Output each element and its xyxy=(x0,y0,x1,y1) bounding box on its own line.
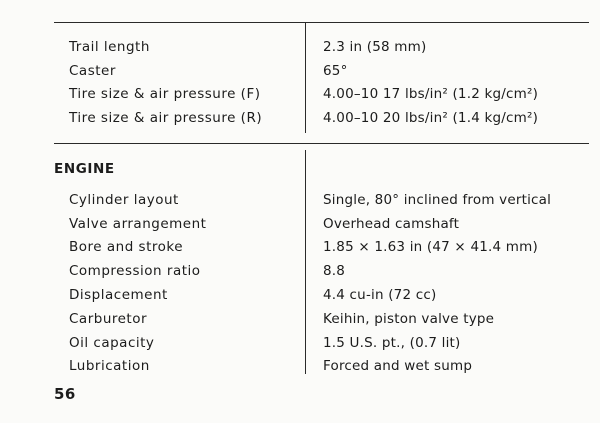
spec-value: 8.8 xyxy=(323,263,346,279)
page-number: 56 xyxy=(54,385,76,403)
spec-row-lubrication xyxy=(0,354,600,378)
spec-label: Carburetor xyxy=(69,311,148,327)
spec-value: 1.85 × 1.63 in (47 × 41.4 mm) xyxy=(323,239,538,255)
spec-row-tire-rear xyxy=(0,106,600,130)
spec-row-trail-length xyxy=(0,35,600,59)
section-divider-rule xyxy=(54,143,589,144)
spec-value: 2.3 in (58 mm) xyxy=(323,39,427,55)
spec-label: Tire size & air pressure (R) xyxy=(69,110,263,126)
spec-label: Valve arrangement xyxy=(69,216,207,232)
spec-label: Compression ratio xyxy=(69,263,201,279)
spec-value: Overhead camshaft xyxy=(323,216,460,232)
spec-label: Caster xyxy=(69,63,116,79)
spec-value: 1.5 U.S. pt., (0.7 lit) xyxy=(323,335,461,351)
spec-value: Forced and wet sump xyxy=(323,358,473,374)
spec-label: Lubrication xyxy=(69,358,150,374)
spec-row-valve-arrangement xyxy=(0,212,600,236)
spec-value: 4.00–10 17 lbs/in² (1.2 kg/cm²) xyxy=(323,86,539,102)
spec-value: Keihin, piston valve type xyxy=(323,311,495,327)
spec-row-compression-ratio xyxy=(0,259,600,283)
spec-row-displacement xyxy=(0,283,600,307)
spec-row-caster xyxy=(0,59,600,83)
section-heading-engine: ENGINE xyxy=(54,161,115,177)
spec-label: Tire size & air pressure (F) xyxy=(69,86,261,102)
spec-label: Cylinder layout xyxy=(69,192,179,208)
spec-label: Bore and stroke xyxy=(69,239,184,255)
spec-row-oil-capacity xyxy=(0,331,600,355)
spec-label: Oil capacity xyxy=(69,335,155,351)
spec-row-tire-front xyxy=(0,82,600,106)
spec-label: Trail length xyxy=(69,39,150,55)
top-rule xyxy=(54,22,589,23)
spec-row-carburetor xyxy=(0,307,600,331)
spec-value: 4.4 cu-in (72 cc) xyxy=(323,287,437,303)
spec-value: Single, 80° inclined from vertical xyxy=(323,192,552,208)
spec-label: Displacement xyxy=(69,287,168,303)
spec-value: 4.00–10 20 lbs/in² (1.4 kg/cm²) xyxy=(323,110,539,126)
spec-value: 65° xyxy=(323,63,348,79)
spec-row-bore-stroke xyxy=(0,235,600,259)
spec-row-cylinder-layout xyxy=(0,188,600,212)
